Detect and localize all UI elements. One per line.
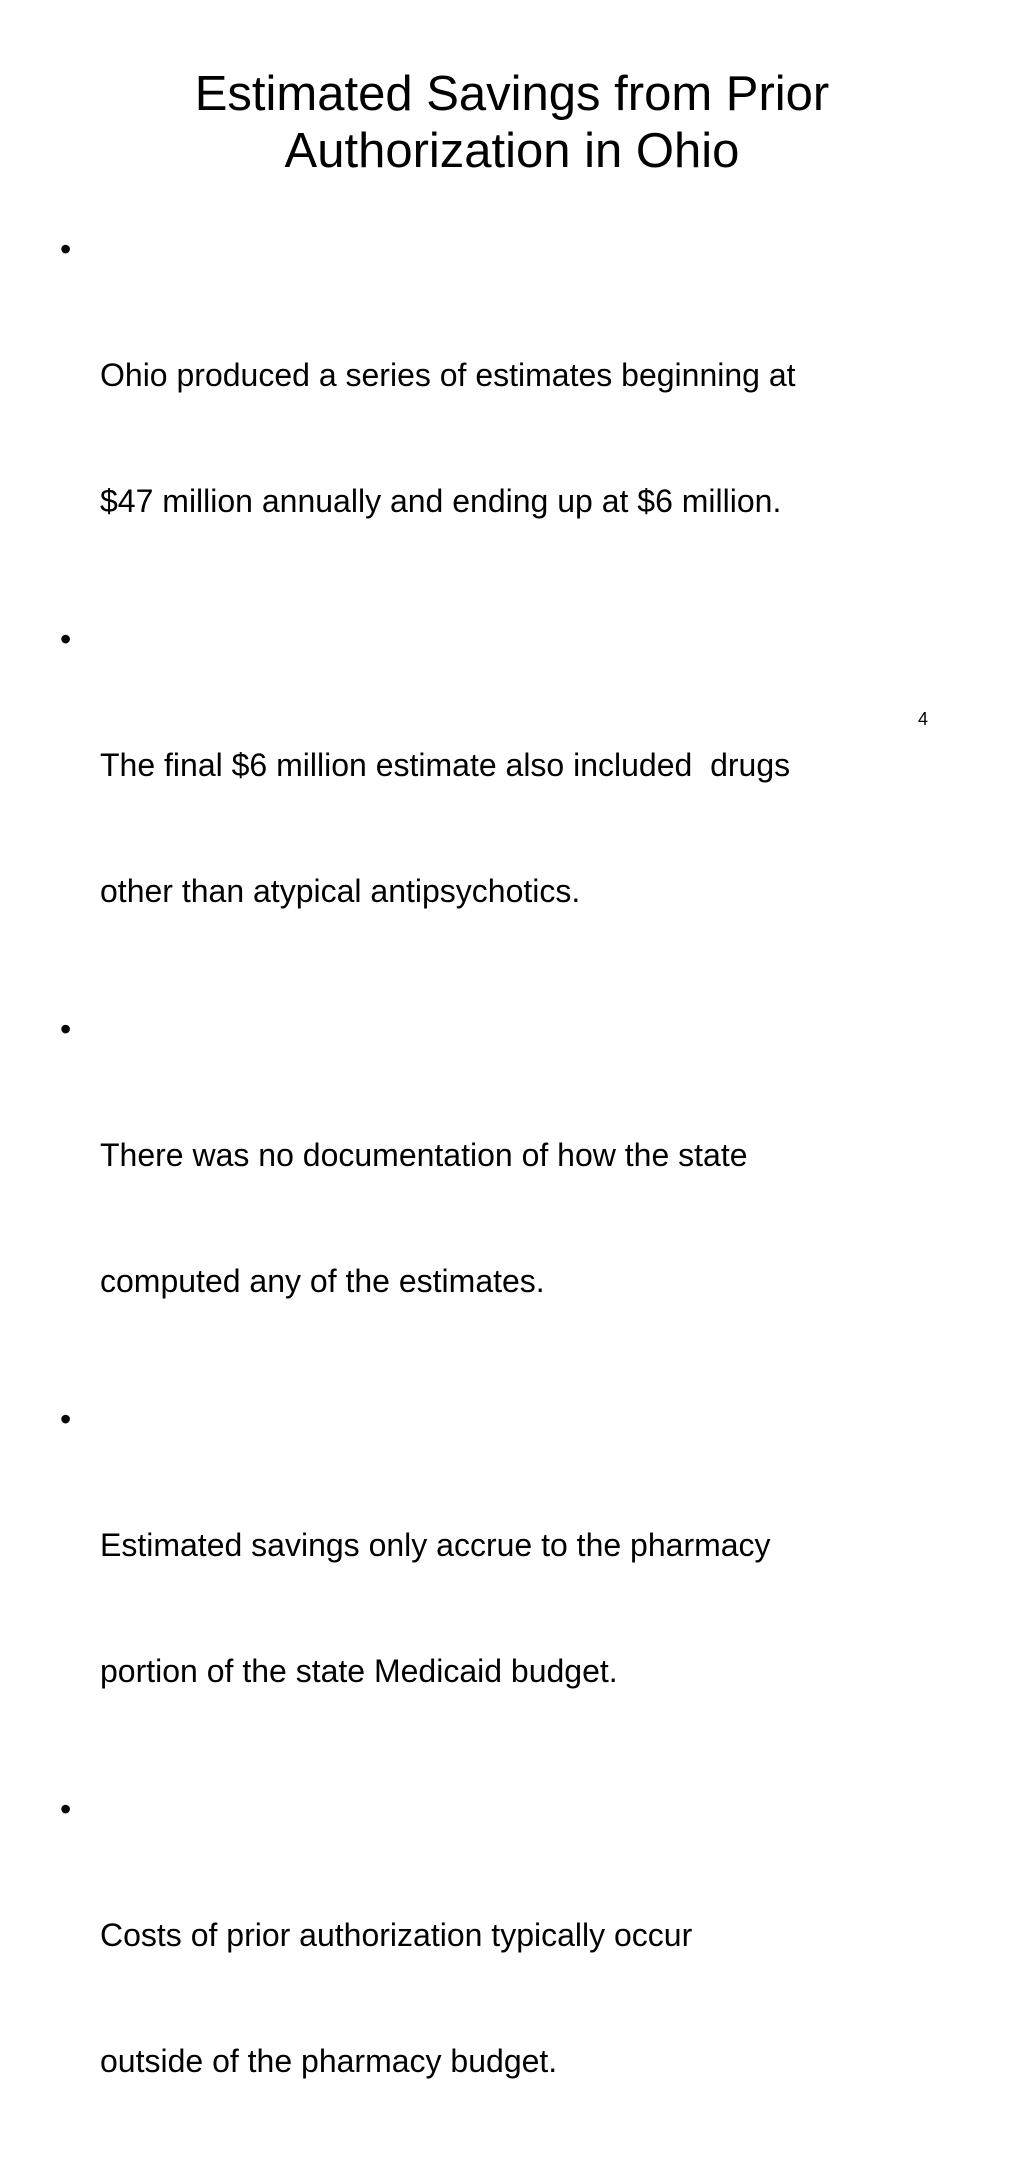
slide-title [40, 66, 984, 180]
bullet-item-1 [56, 228, 996, 606]
bullet-marker: • [60, 1791, 72, 1827]
bullet-marker: • [60, 621, 72, 657]
bullet-list [56, 228, 996, 2178]
bullet-marker: • [60, 1401, 72, 1437]
page-number: 4 [918, 709, 929, 729]
bullet-item-4 [56, 1398, 996, 1776]
bullet-text-line: $47 million annually and ending up at $6 million. [100, 483, 782, 519]
bullet-text-line: Costs of prior authorization typically occur [100, 1917, 693, 1953]
bullet-text-line: The final $6 million estimate also included drugs [100, 747, 791, 783]
bullet-item-3 [56, 1008, 996, 1386]
bullet-marker: • [60, 231, 72, 267]
bullet-text-line: There was no documentation of how the state [100, 1137, 748, 1173]
bullet-text-line: computed any of the estimates. [100, 1263, 545, 1299]
bullet-text-line: portion of the state Medicaid budget. [100, 1653, 618, 1689]
bullet-marker: • [60, 1011, 72, 1047]
bullet-text-line: other than atypical antipsychotics. [100, 873, 581, 909]
bullet-text-line: Estimated savings only accrue to the pharmacy [100, 1527, 771, 1563]
bullet-text-line: Ohio produced a series of estimates beginning at [100, 357, 796, 393]
bullet-item-5 [56, 1788, 996, 2166]
bullet-item-2 [56, 618, 996, 996]
slide-title-line-2: Authorization in Ohio [284, 124, 740, 178]
bullet-text-line: outside of the pharmacy budget. [100, 2043, 558, 2079]
slide-title-line-1: Estimated Savings from Prior [194, 67, 830, 121]
